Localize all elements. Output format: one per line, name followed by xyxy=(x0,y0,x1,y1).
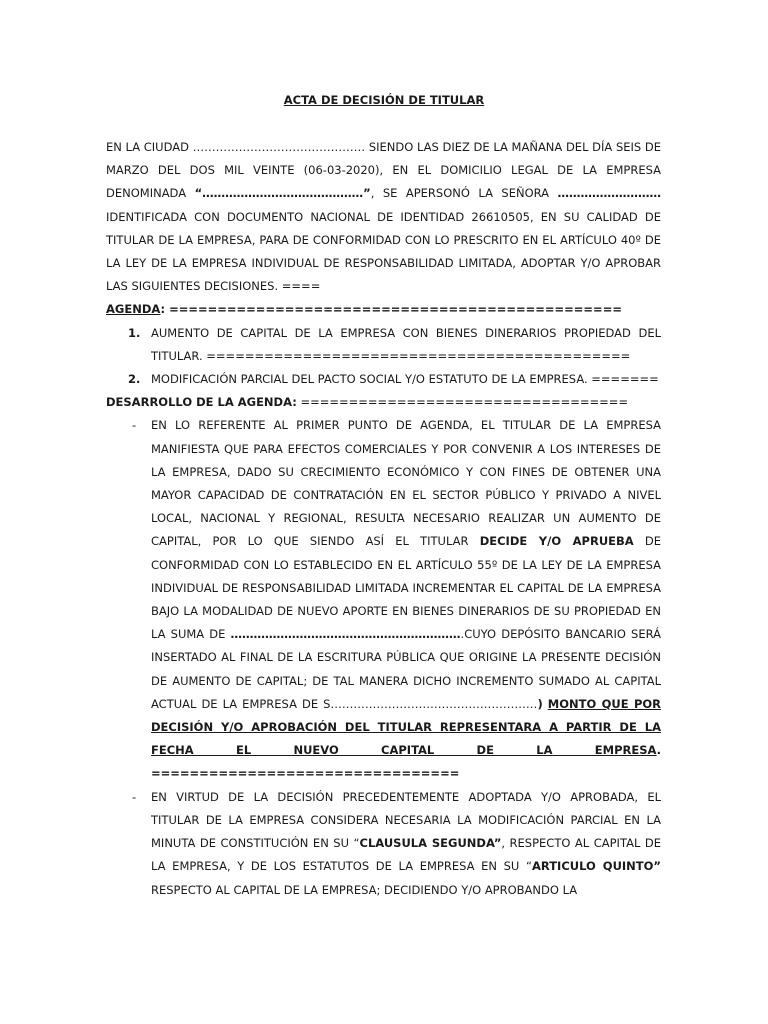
development-text: DE CONFORMIDAD CON LO ESTABLECIDO EN EL ARTÍCULO 55º DE LA LEY DE LA EMPRESA INDIVIDUAL DE RESPONSABILIDAD LIMITADA INCREMENTAR EL CAPITAL DE LA EMPRESA BAJO LA MODALIDAD DE NUEVO APORTE EN BIENES DINERARIOS DE SU PROPIEDAD EN LA SUMA DE xyxy=(151,534,662,642)
intro-text-1: EN LA CIUDAD ……………………………………… SIENDO LAS DIEZ DE LA MAÑANA DEL DÍA SEIS DE MARZO DEL DOS MIL VEINTE (06-03-2020), EN EL DOMICILIO LEGAL DE LA EMPRESA DENOMINADA xyxy=(106,140,661,201)
agenda-item-number: 1. xyxy=(128,325,141,340)
intro-text-3: IDENTIFICADA CON DOCUMENTO NACIONAL DE IDENTIDAD 26610505, EN SU CALIDAD DE TITULAR DE LA EMPRESA, PARA DE CONFORMIDAD CON LO PRESCRITO EN EL ARTÍCULO 40º DE LA LEY DE LA EMPRESA INDIVIDUAL DE RESPONSABILIDAD LIMITADA, ADOPTAR Y/O APROBAR LAS SIGUIENTES DECISIONES. ==== xyxy=(106,209,661,294)
list-dash: - xyxy=(132,789,137,804)
decide-aprueba-text: DECIDE Y/O APRUEBA xyxy=(479,534,634,549)
list-dash: - xyxy=(132,418,137,433)
agenda-heading-line xyxy=(106,298,661,321)
development-text: RESPECTO AL CAPITAL DE LA EMPRESA; DECIDIENDO Y/O APROBANDO LA xyxy=(151,882,578,897)
agenda-item-text: MODIFICACIÓN PARCIAL DEL PACTO SOCIAL Y/O ESTATUTO DE LA EMPRESA. ======= xyxy=(151,372,659,387)
development-text: . ================================ xyxy=(151,743,661,781)
document-title: ACTA DE DECISIÓN DE TITULAR xyxy=(283,93,485,107)
document-body xyxy=(106,136,661,902)
development-text: , RESPECTO AL CAPITAL DE LA EMPRESA, Y DE LOS ESTATUTOS DE LA EMPRESA EN SU “ xyxy=(151,836,661,874)
development-text: EN VIRTUD DE LA DECISIÓN PRECEDENTEMENTE ADOPTADA Y/O APROBADA, EL TITULAR DE LA EMPRESA CONSIDERA NECESARIA LA MODIFICACIÓN PARCIAL EN LA MINUTA DE CONSTITUCIÓN EN SU “ xyxy=(151,789,661,851)
agenda-heading: AGENDA xyxy=(106,302,161,317)
new-capital-statement: MONTO QUE POR DECISIÓN Y/O APROBACIÓN DEL TITULAR REPRESENTARA A PARTIR DE LA FECHA EL NUEVO CAPITAL DE LA EMPRESA xyxy=(151,696,662,758)
company-name-placeholder: “……………………………………” xyxy=(194,186,371,201)
agenda-item-number: 2. xyxy=(128,372,141,387)
development-item-2 xyxy=(106,786,661,902)
intro-text-2: , SE APERSONÓ LA SEÑORA xyxy=(370,186,558,201)
development-item-1 xyxy=(106,414,661,785)
person-name-placeholder: ……………………… xyxy=(557,186,662,201)
agenda-item xyxy=(106,322,661,368)
development-heading-line xyxy=(106,391,661,414)
agenda-item xyxy=(106,368,661,391)
development-text: EN LO REFERENTE AL PRIMER PUNTO DE AGENDA, EL TITULAR DE LA EMPRESA MANIFIESTA QUE PARA EFECTOS COMERCIALES Y POR CONVENIR A LOS INTERESES DE LA EMPRESA, DADO SU CRECIMIENTO ECONÓMICO Y CON FINES DE OBTENER UNA MAYOR CAPACIDAD DE CONTRATACIÓN EN EL SECTOR PÚBLICO Y PRIVADO A NIVEL LOCAL, NACIONAL Y REGIONAL, RESULTA NECESARIO REALIZAR UN AUMENTO DE CAPITAL, POR LO QUE SIENDO ASÍ EL TITULAR xyxy=(151,418,661,549)
clausula-segunda-text: CLAUSULA SEGUNDA” xyxy=(359,836,502,851)
agenda-heading-suffix: : =============================================== xyxy=(160,302,622,317)
development-heading-suffix: ================================== xyxy=(296,395,629,410)
intro-paragraph xyxy=(106,136,661,298)
development-heading: DESARROLLO DE LA AGENDA: xyxy=(106,395,297,410)
agenda-item-text: AUMENTO DE CAPITAL DE LA EMPRESA CON BIENES DINERARIOS PROPIEDAD DEL TITULAR. ============================================ xyxy=(151,325,661,363)
amount-placeholder: …………………………………………………… xyxy=(230,627,461,642)
closing-paren: ) xyxy=(537,696,543,711)
articulo-quinto-text: ARTICULO QUINTO” xyxy=(531,859,661,874)
development-text: .CUYO DEPÓSITO BANCARIO SERÁ INSERTADO AL FINAL DE LA ESCRITURA PÚBLICA QUE ORIGINE LA PRESENTE DECISIÓN DE AUMENTO DE CAPITAL; DE TAL MANERA DICHO INCREMENTO SUMADO AL CAPITAL ACTUAL DE LA EMPRESA DE S……………………………………………… xyxy=(151,627,661,711)
